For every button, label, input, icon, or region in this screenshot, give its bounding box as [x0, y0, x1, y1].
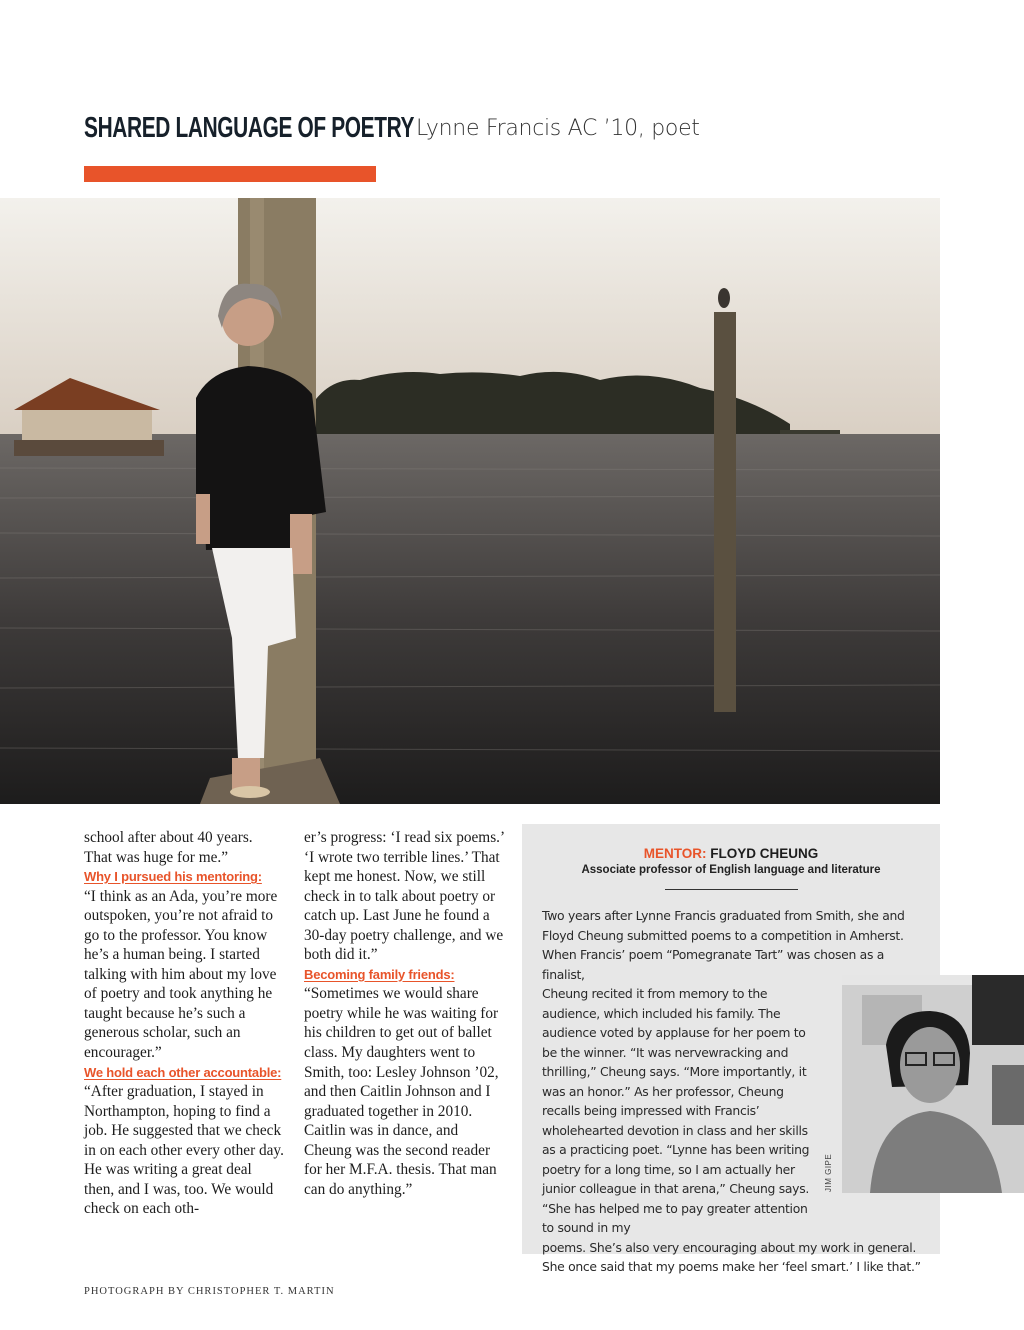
portrait-credit: JIM GIPE [824, 1153, 833, 1192]
paragraph: er’s progress: ‘I read six poems.’ ‘I wrote two terrible lines.’ That kept me honest. Now, we still check in to talk about poetry or catch up. Last June he found a 30-day poetry challenge, and we both did it.” [304, 829, 504, 964]
paragraph: “I think as an Ada, you’re more outspoken, you’re not afraid to go to the professor. You know he’s a human being. I started talking with him about my love of poetry and took anything he taught because he’s such a generous scholar, such an encourager.” [84, 887, 278, 1062]
mentor-role: Associate professor of English language and literature [581, 864, 881, 876]
paragraph: school after about 40 years. That was huge for me.” [84, 829, 253, 866]
section-heading: We hold each other accountable: [84, 1064, 282, 1080]
mentor-label: MENTOR: [643, 846, 707, 861]
article-subtitle: Lynne Francis AC ’10, poet [416, 116, 700, 141]
accent-bar [84, 166, 376, 182]
section-heading: Why I pursued his mentoring: [84, 869, 262, 885]
section-heading: Becoming family friends: [304, 966, 455, 982]
mentor-heading [522, 846, 940, 861]
article-column-2 [304, 828, 504, 1199]
divider [665, 889, 798, 890]
photo-credit: PHOTOGRAPH BY CHRISTOPHER T. MARTIN [84, 1286, 335, 1297]
mentor-portrait [842, 975, 1024, 1193]
article-column-1 [84, 828, 284, 1219]
hero-photo [0, 198, 940, 804]
paragraph: “After graduation, I stayed in Northampton, hoping to find a job. He suggested that we check in on each other every other day. He was writing a great deal then, and I was, too. We would check on each oth- [84, 1083, 284, 1218]
paragraph: “Sometimes we would share poetry while he was waiting for his children to get out of ballet class. My daughters went to Smith, too: Lesley Johnson ’02, and then Caitlin Johnson and I graduated together in 2010. Caitlin was in dance, and Cheung was the second reader for her M.F.A. thesis. That man can do anything.” [304, 985, 499, 1198]
sidebar-paragraph: poems. She’s also very encouraging about my work in general. She once said that my poems make her ‘feel smart.’ I like that.” [542, 1239, 921, 1274]
mentor-name: FLOYD CHEUNG [710, 846, 819, 861]
article-title: SHARED LANGUAGE OF POETRY [84, 112, 415, 144]
sidebar-paragraph: Cheung recited it from memory to the audience, which included his family. The audience voted by applause for her poem to be the winner. “It was nervewracking and thrilling,” Cheung says. “More importantly, it was an honor.” As her professor, Cheung recalls being impressed with Francis’ wholehearted devotion in class and her skills as a practicing poet. “Lynne has been writing poetry for a long time, so I am actually her junior colleague in that arena,” Cheung says. “She has helped me to pay greater attention to sound in my [542, 986, 810, 1235]
sidebar-paragraph: Two years after Lynne Francis graduated from Smith, she and Floyd Cheung submitted poems to a competition in Amherst. When Francis’ poem “Pomegranate Tart” was chosen as a finalist, [542, 908, 905, 982]
